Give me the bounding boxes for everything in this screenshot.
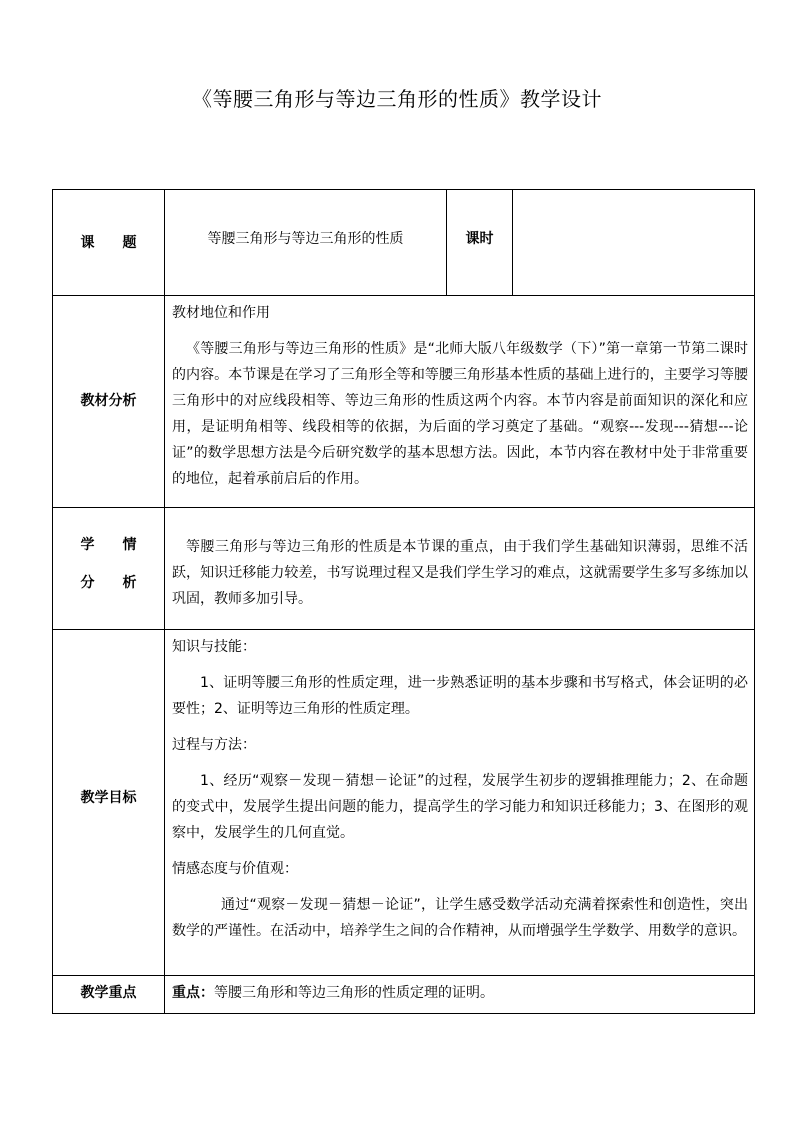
row-material-analysis — [53, 296, 755, 508]
keypoint-content-cell — [165, 976, 755, 1014]
process-heading: 过程与方法： — [172, 737, 256, 753]
topic-label-cell — [53, 190, 165, 296]
attitude-body: 通过“观察－发现－猜想－论证”，让学生感受数学活动充满着探索性和创造性，突出数学的严谨性。在活动中，培养学生之间的合作精神，从而增强学生学数学、用数学的意识。 — [172, 897, 748, 939]
students-label — [53, 508, 164, 602]
keypoint-prefix: 重点： — [172, 985, 214, 1001]
material-label: 教材分析 — [80, 393, 137, 409]
topic-label: 课 题 — [80, 235, 137, 251]
material-content-cell — [165, 296, 755, 508]
row-key-points — [53, 976, 755, 1014]
row-topic — [53, 190, 755, 296]
students-label-line1: 学 情 — [80, 537, 137, 553]
keypoint-body: 等腰三角形和等边三角形的性质定理的证明。 — [214, 985, 494, 1001]
students-body: 等腰三角形与等边三角形的性质是本节课的重点，由于我们学生基础知识薄弱，思维不活跃，知识迁移能力较差，书写说理过程又是我们学生学习的难点，这就需要学生多写多练加以巩固，教师多加引导。 — [172, 539, 748, 607]
students-label-line2: 分 析 — [80, 575, 137, 591]
document-title: 《等腰三角形与等边三角形的性质》教学设计 — [192, 87, 602, 111]
topic-value-cell — [165, 190, 447, 296]
topic-value: 等腰三角形与等边三角形的性质 — [207, 231, 404, 247]
knowledge-body: 1、证明等腰三角形的性质定理，进一步熟悉证明的基本步骤和书写格式，体会证明的必要性；2、证明等边三角形的性质定理。 — [172, 675, 748, 717]
students-label-cell — [53, 508, 165, 630]
goals-label-cell — [53, 630, 165, 976]
process-body: 1、经历“观察－发现－猜想－论证”的过程，发展学生初步的逻辑推理能力；2、在命题的变式中，发展学生提出问题的能力，提高学生的学习能力和知识迁移能力；3、在图形的观察中，发展学生的几何直觉。 — [172, 773, 748, 841]
material-label-cell — [53, 296, 165, 508]
keypoint-label-cell — [53, 976, 165, 1014]
keshi-value-cell — [513, 190, 755, 296]
attitude-heading: 情感态度与价值观： — [172, 861, 298, 877]
keypoint-label: 教学重点 — [80, 985, 137, 1001]
row-teaching-goals — [53, 630, 755, 976]
goals-content-cell — [165, 630, 755, 976]
students-content-cell — [165, 508, 755, 630]
lesson-plan-table — [52, 189, 755, 1014]
keshi-label: 课时 — [465, 231, 494, 247]
row-student-analysis — [53, 508, 755, 630]
goals-label: 教学目标 — [80, 790, 137, 806]
knowledge-heading: 知识与技能： — [172, 639, 256, 655]
material-heading: 教材地位和作用 — [172, 305, 270, 321]
material-body: 《等腰三角形与等边三角形的性质》是“北师大版八年级数学（下）”第一章第一节第二课时的内容。本节课是在学习了三角形全等和等腰三角形基本性质的基础上进行的，主要学习等腰三角形中的对应线段相等、等边三角形的性质这两个内容。本节内容是前面知识的深化和应用，是证明角相等、线段相等的依据，为后面的学习奠定了基础。“观察---发现---猜想---论证”的数学思想方法是今后研究数学的基本思想方法。因此，本节内容在教材中处于非常重要的地位，起着承前启后的作用。 — [172, 341, 748, 487]
keypoint-text — [172, 980, 748, 1006]
keshi-label-cell — [447, 190, 513, 296]
